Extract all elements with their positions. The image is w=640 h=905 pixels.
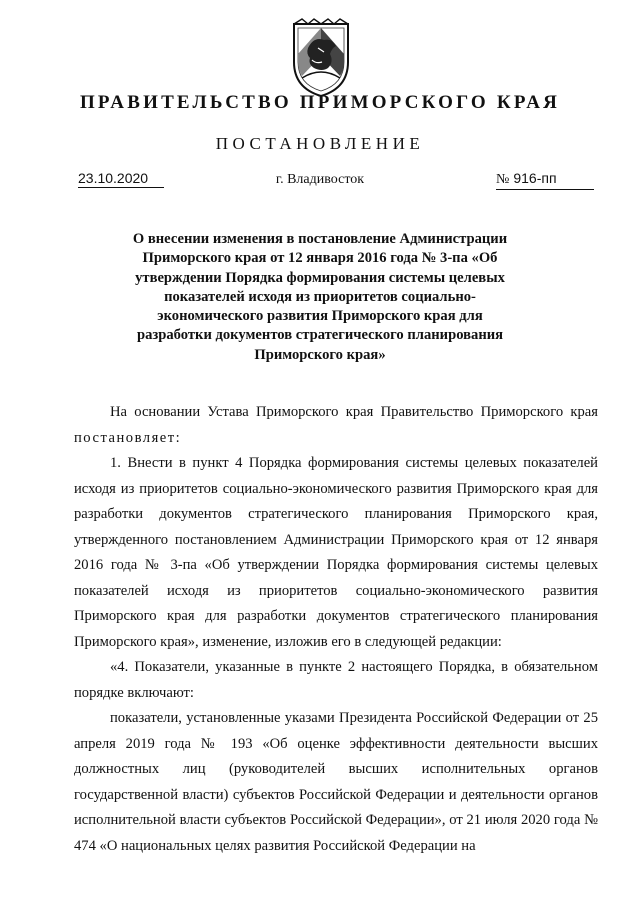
document-body bbox=[74, 400, 598, 859]
paragraph-basis-text: На основании Устава Приморского края Правительство Приморского края bbox=[110, 404, 598, 420]
document-type: ПОСТАНОВЛЕНИЕ bbox=[215, 134, 425, 153]
document-number bbox=[496, 170, 594, 190]
resolves-word: постановляет: bbox=[74, 429, 182, 446]
paragraph-basis bbox=[74, 400, 598, 451]
number-value: 916-пп bbox=[513, 170, 557, 186]
number-sign: № bbox=[496, 172, 510, 187]
paragraph-item-1: 1. Внести в пункт 4 Порядка формирования системы целевых показателей исходя из приоритетов социально-экономического развития Приморского края для разработки документов стратегического планирования Приморского края, утвержденного постановлением Администрации Приморского края от 12 января 2016 года № 3-па «Об утверждении Порядка формирования системы целевых показателей исходя из приоритетов социально-экономического развития Приморского края для разработки документов стратегического планирования Приморского края», изменение, изложив его в следующей редакции: bbox=[74, 455, 598, 650]
document-heading: О внесении изменения в постановление Администрации Приморского края от 12 января 2016 года № 3-па «Об утверждении Порядка формирования системы целевых показателей исходя из приоритетов социально-экономического развития Приморского края для разработки документов стратегического планирования Приморского края» bbox=[132, 231, 508, 363]
government-title: ПРАВИТЕЛЬСТВО ПРИМОРСКОГО КРАЯ bbox=[79, 92, 561, 113]
paragraph-indicators: показатели, установленные указами Президента Российской Федерации от 25 апреля 2019 года № 193 «Об оценке эффективности деятельности высших должностных лиц (руководителей высших исполнительных органов государственной власти) субъектов Российской Федерации и деятельности органов исполнительной власти субъектов Российской Федерации», от 21 июля 2020 года № 474 «О национальных целях развития Российской Федерации на bbox=[74, 710, 598, 854]
document-date: 23.10.2020 bbox=[78, 170, 164, 188]
paragraph-item-4: «4. Показатели, указанные в пункте 2 настоящего Порядка, в обязательном порядке включают: bbox=[74, 659, 598, 701]
coat-of-arms-icon bbox=[288, 18, 354, 100]
document-city: г. Владивосток bbox=[275, 172, 365, 187]
